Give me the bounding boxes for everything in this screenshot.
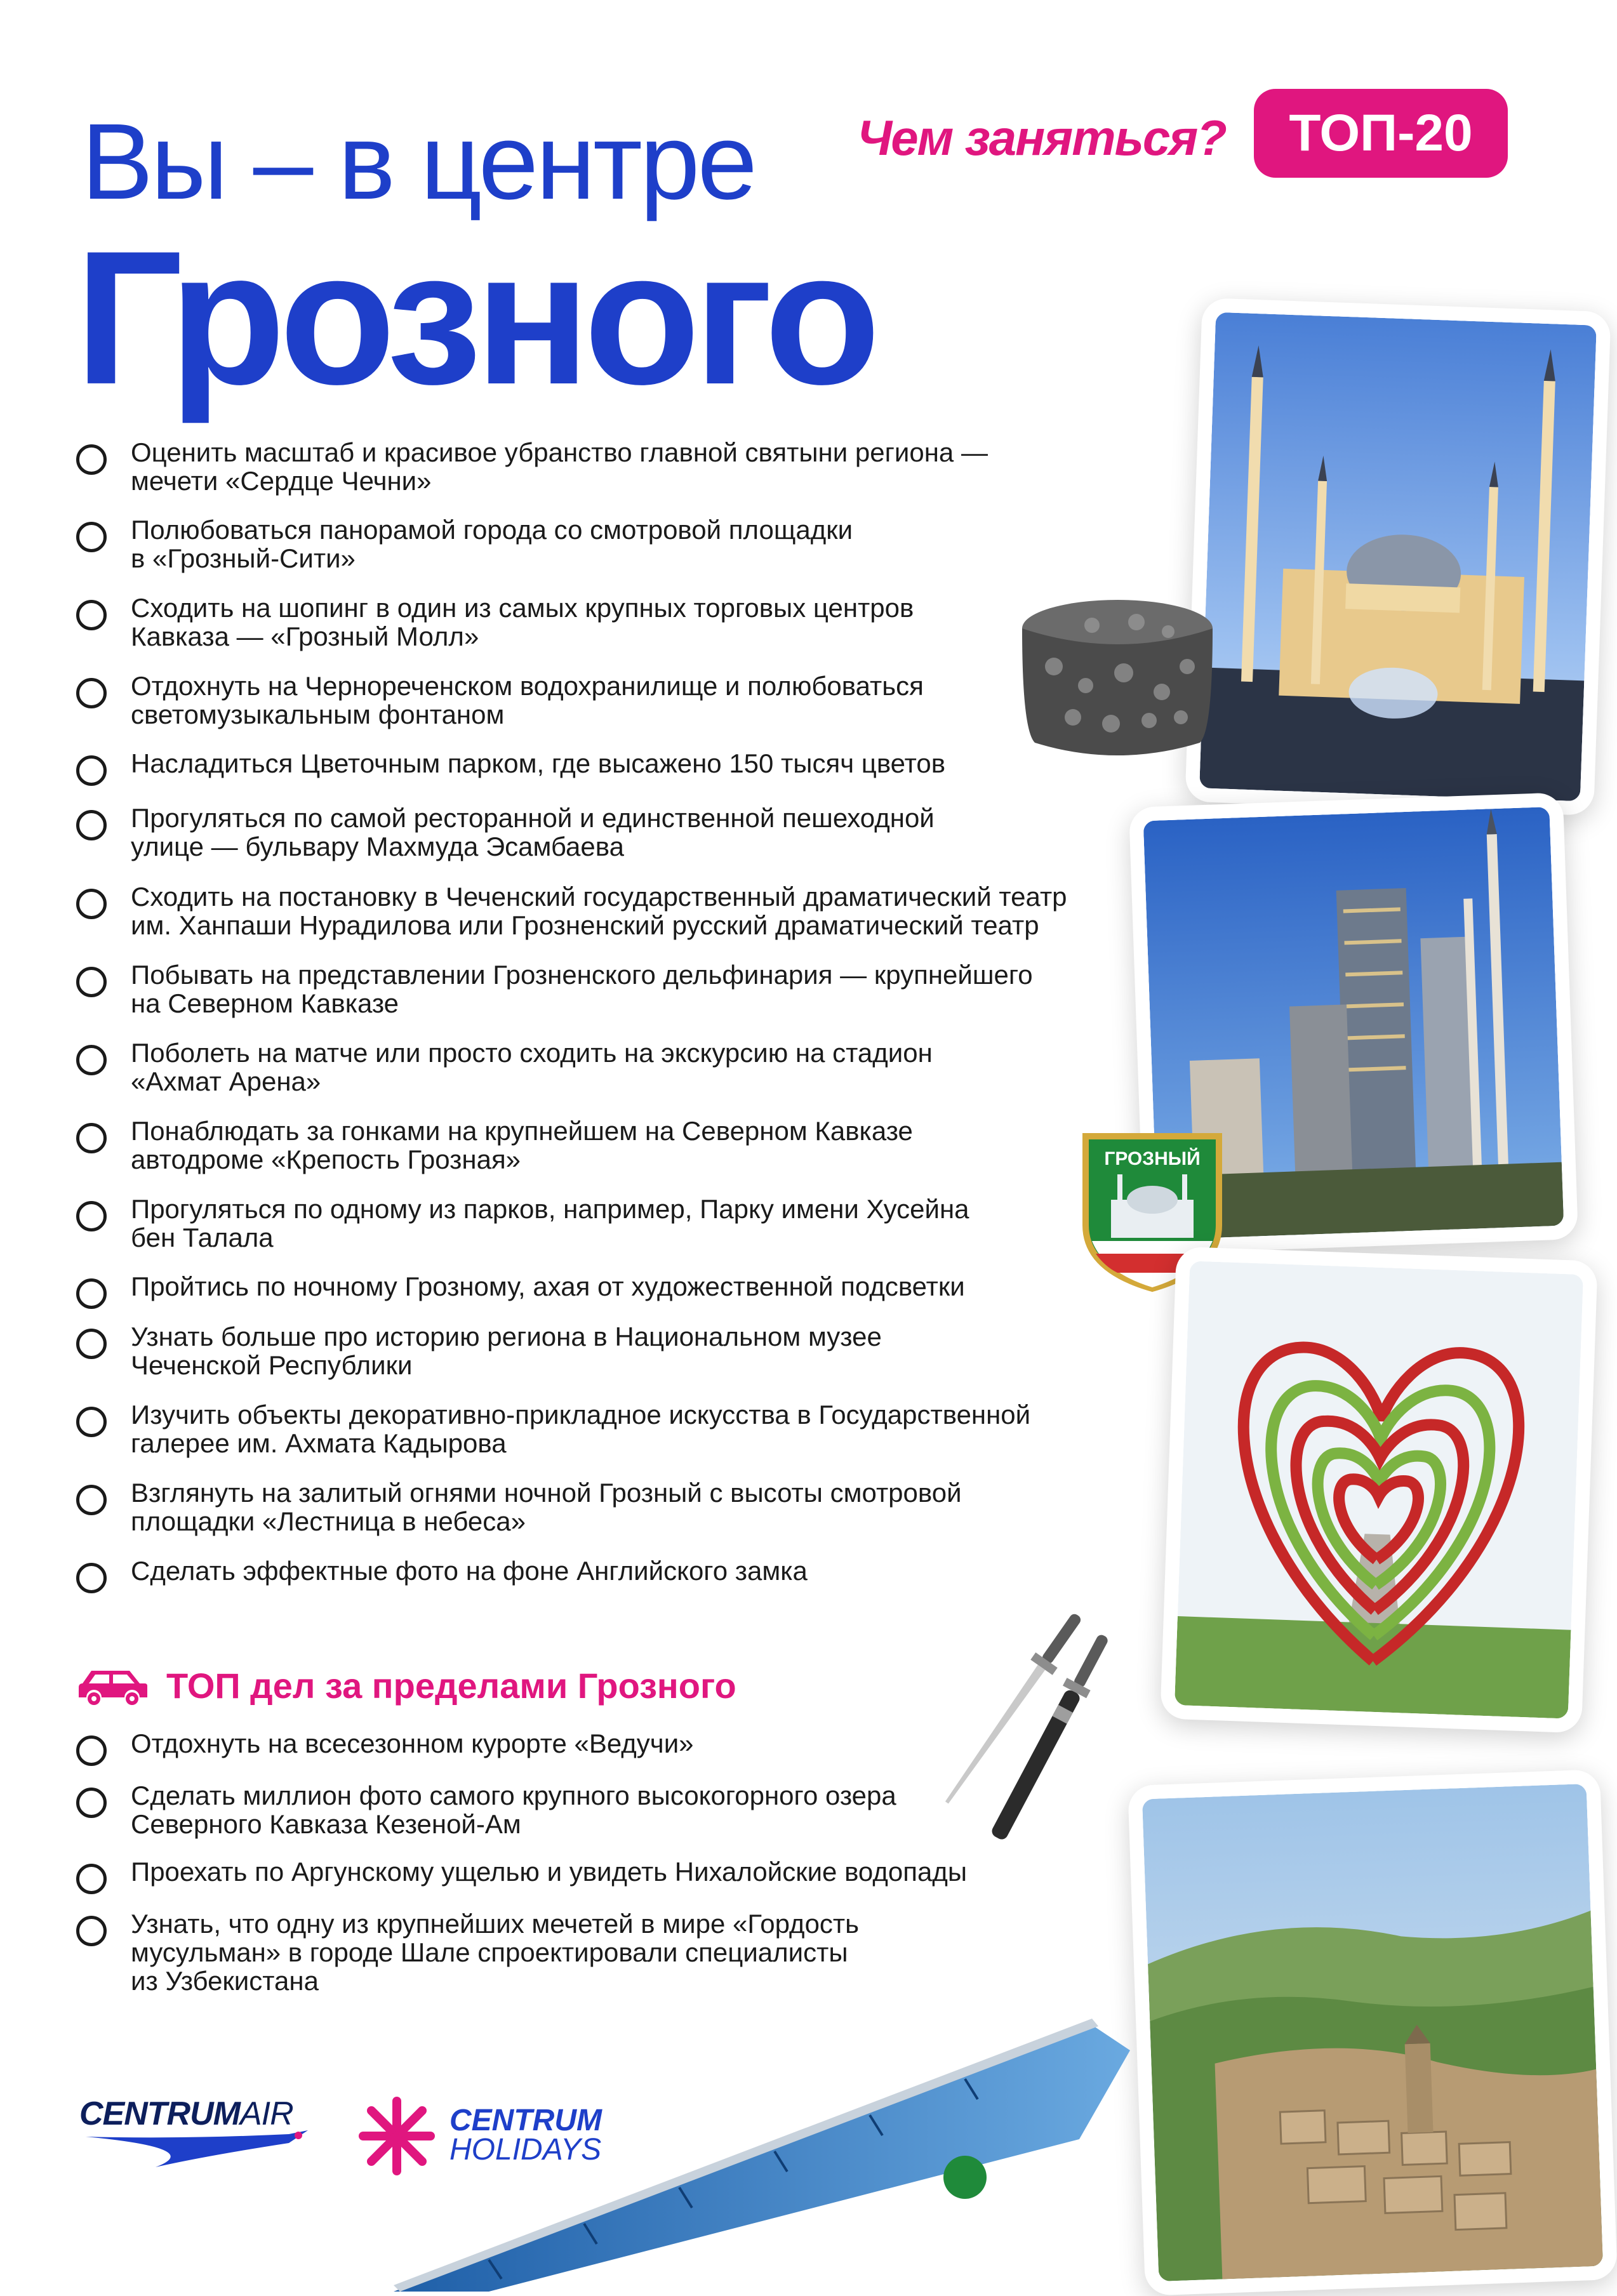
list-item bbox=[76, 1195, 1172, 1252]
checkbox-circle[interactable] bbox=[76, 810, 107, 840]
item-text: Сделать миллион фото самого крупного высокогорного озера Северного Кавказа Кезеной-Ам bbox=[131, 1781, 896, 1839]
item-text: Полюбоваться панорамой города со смотровой площадки в «Грозный-Сити» bbox=[131, 515, 853, 573]
list-item bbox=[76, 960, 1172, 1018]
checkbox-circle[interactable] bbox=[76, 1485, 107, 1515]
item-text: Изучить объекты декоративно-прикладное искусства в Государственной галерее им. Ахмата Кадырова bbox=[131, 1400, 1031, 1458]
car-icon bbox=[76, 1666, 150, 1706]
mountain-village-photo bbox=[1128, 1769, 1617, 2295]
item-text: Проехать по Аргунскому ущелью и увидеть Нихалойские водопады bbox=[131, 1857, 968, 1887]
list-item bbox=[76, 804, 1172, 861]
list-item bbox=[76, 749, 1172, 786]
checkbox-circle[interactable] bbox=[76, 1123, 107, 1153]
item-text: Отдохнуть на всесезонном курорте «Ведучи» bbox=[131, 1729, 694, 1758]
item-text: Насладиться Цветочным парком, где высажено 150 тысяч цветов bbox=[131, 748, 946, 778]
star-burst-icon bbox=[356, 2095, 438, 2177]
list-item bbox=[76, 1857, 1172, 1894]
item-text: Взглянуть на залитый огнями ночной Грозный с высоты смотровой площадки «Лестница в небеса» bbox=[131, 1478, 962, 1536]
item-text: Сделать эффектные фото на фоне Английского замка bbox=[131, 1556, 808, 1586]
checkbox-circle[interactable] bbox=[76, 1407, 107, 1437]
checkbox-circle[interactable] bbox=[76, 1788, 107, 1818]
outside-section-title bbox=[76, 1665, 736, 1706]
list-item bbox=[76, 1322, 1172, 1379]
checkbox-circle[interactable] bbox=[76, 1735, 107, 1766]
outside-title-text: ТОП дел за пределами Грозного bbox=[166, 1666, 736, 1706]
item-text: Пройтись по ночному Грозному, ахая от художественной подсветки bbox=[131, 1271, 965, 1301]
item-text: Прогуляться по самой ресторанной и единственной пешеходной улице — бульвару Махмуда Эсамбаева bbox=[131, 803, 935, 861]
checkbox-circle[interactable] bbox=[76, 444, 107, 475]
page-title-line1: Вы – в центре bbox=[81, 102, 755, 222]
item-text: Побывать на представлении Грозненского дельфинария — крупнейшего на Северном Кавказе bbox=[131, 960, 1033, 1018]
kinjal-daggers-image bbox=[908, 1581, 1149, 1860]
item-text: Поболеть на матче или просто сходить на экскурсию на стадион «Ахмат Арена» bbox=[131, 1038, 933, 1096]
list-item bbox=[76, 1478, 1172, 1536]
item-text: Оценить масштаб и красивое убранство главной святыни региона — мечети «Сердце Чечни» bbox=[131, 437, 988, 496]
checkbox-circle[interactable] bbox=[76, 522, 107, 552]
item-text: Понаблюдать за гонками на крупнейшем на Северном Кавказе автодроме «Крепость Грозная» bbox=[131, 1116, 913, 1174]
checkbox-circle[interactable] bbox=[76, 889, 107, 919]
item-text: Сходить на шопинг в один из самых крупных торговых центров Кавказа — «Грозный Молл» bbox=[131, 593, 914, 651]
holidays-logo-line1: CENTRUM bbox=[449, 2104, 602, 2137]
air-logo-bold: CENTRUM bbox=[79, 2095, 240, 2132]
air-logo-light: AIR bbox=[239, 2095, 293, 2132]
question-heading: Чем заняться? bbox=[857, 110, 1226, 166]
top-badge: ТОП-20 bbox=[1254, 89, 1508, 178]
centrum-air-logo bbox=[79, 2095, 314, 2171]
list-item bbox=[76, 672, 1172, 729]
checkbox-circle[interactable] bbox=[76, 1563, 107, 1593]
checkbox-circle[interactable] bbox=[76, 600, 107, 630]
list-item bbox=[76, 438, 1172, 495]
checkbox-circle[interactable] bbox=[76, 1329, 107, 1359]
list-item bbox=[76, 1909, 1172, 1995]
pin-text: ГРОЗНЫЙ bbox=[1104, 1148, 1201, 1169]
list-item bbox=[76, 882, 1172, 939]
mosque-photo bbox=[1185, 298, 1611, 816]
item-text: Сходить на постановку в Чеченский государственный драматический театр им. Ханпаши Нурадилова или Грозненский русский драматический театр bbox=[131, 882, 1067, 940]
checkbox-circle[interactable] bbox=[76, 967, 107, 997]
list-item bbox=[76, 515, 1172, 573]
bird-swoosh-icon bbox=[79, 2130, 314, 2168]
item-text: Отдохнуть на Чернореченском водохранилище и полюбоваться светомузыкальным фонтаном bbox=[131, 671, 924, 729]
list-item bbox=[76, 594, 1172, 651]
checkbox-circle[interactable] bbox=[76, 678, 107, 708]
list-item bbox=[76, 1272, 1172, 1309]
centrum-holidays-logo bbox=[356, 2095, 648, 2184]
item-text: Прогуляться по одному из парков, например, Парку имени Хусейна бен Талала bbox=[131, 1194, 969, 1252]
checkbox-circle[interactable] bbox=[76, 1864, 107, 1894]
list-item bbox=[76, 1117, 1172, 1174]
checkbox-circle[interactable] bbox=[76, 1201, 107, 1231]
item-text: Узнать, что одну из крупнейших мечетей в мире «Гордость мусульман» в городе Шале спроектировали специалисты из Узбекистана bbox=[131, 1909, 860, 1996]
list-item bbox=[76, 1039, 1172, 1096]
list-item bbox=[76, 1400, 1172, 1457]
item-text: Узнать больше про историю региона в Национальном музее Чеченской Республики bbox=[131, 1322, 882, 1380]
checkbox-circle[interactable] bbox=[76, 1916, 107, 1946]
checkbox-circle[interactable] bbox=[76, 1278, 107, 1309]
heart-arches-photo bbox=[1160, 1247, 1598, 1734]
checkbox-circle[interactable] bbox=[76, 755, 107, 786]
papakha-hat-image bbox=[1016, 590, 1219, 762]
holidays-logo-line2: HOLIDAYS bbox=[449, 2133, 602, 2167]
page-title-city: Грозного bbox=[75, 211, 875, 424]
checkbox-circle[interactable] bbox=[76, 1045, 107, 1075]
